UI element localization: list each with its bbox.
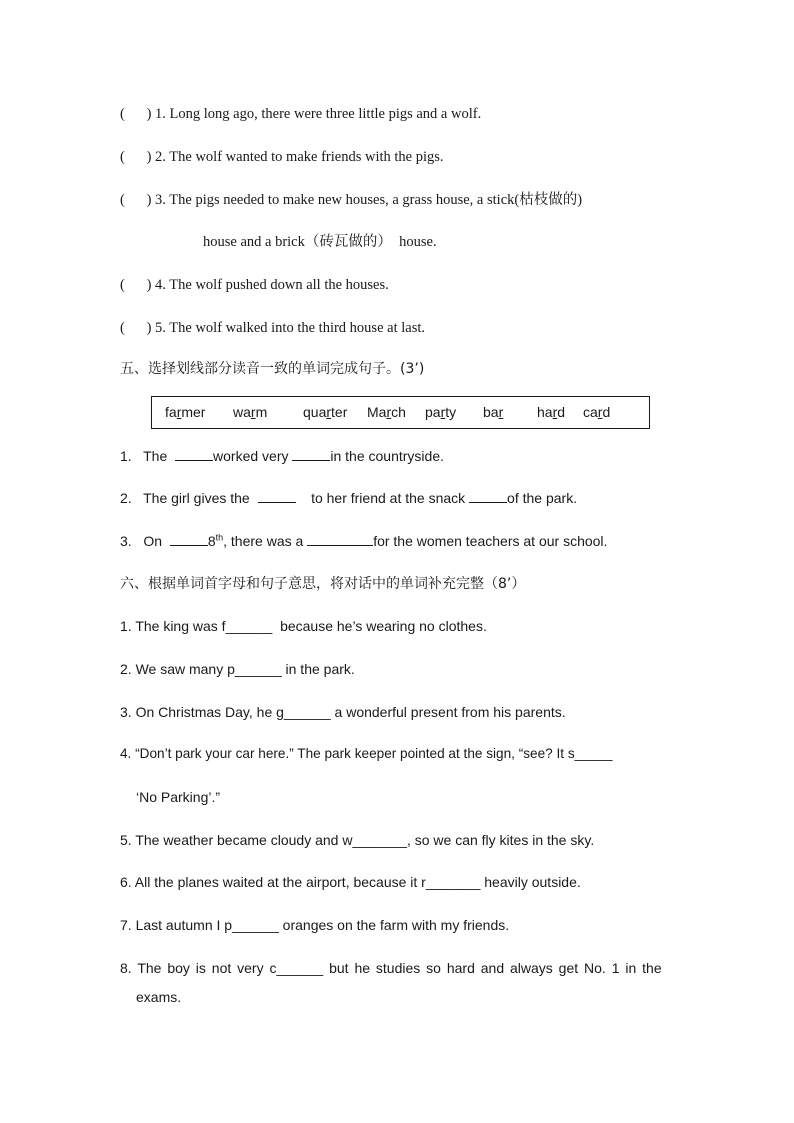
item-text: 3. The pigs needed to make new houses, a grass house, a stick(枯枝做的) xyxy=(155,192,583,208)
sentence-number: 2. xyxy=(120,490,132,506)
section6-item-1: 1. The king was f______ because he’s wearing no clothes. xyxy=(120,618,487,634)
sentence-number: 1. xyxy=(120,448,132,464)
item-text: 1. Long long ago, there were three little pigs and a wolf. xyxy=(155,106,482,122)
answer-paren[interactable]: ( ) xyxy=(120,192,152,208)
blank[interactable]: ______ xyxy=(232,917,279,933)
tf-item-5 xyxy=(120,319,425,337)
section6-item-7: 7. Last autumn I p______ oranges on the farm with my friends. xyxy=(120,917,510,933)
word-bank-box xyxy=(151,396,650,429)
section5-heading: 五、选择划线部分读音一致的单词完成句子。(3’) xyxy=(120,361,425,377)
answer-paren[interactable]: ( ) xyxy=(120,277,152,293)
blank-1a[interactable] xyxy=(175,448,213,461)
blank-2b[interactable] xyxy=(469,490,507,503)
section6-heading: 六、根据单词首字母和句子意思，将对话中的单词补充完整（8’） xyxy=(120,576,526,592)
blank[interactable]: ______ xyxy=(283,704,331,720)
tf-item-4 xyxy=(120,276,389,294)
section6-item-4-continuation: ‘No Parking’.” xyxy=(136,789,221,805)
section5-sentence-2: 2. The girl gives the to her friend at the snack of the park. xyxy=(120,490,578,506)
section6-item-8-continuation: exams. xyxy=(136,989,182,1005)
word-party: party xyxy=(425,404,457,420)
blank-3a[interactable] xyxy=(170,533,208,546)
blank[interactable]: ______ xyxy=(225,618,273,634)
blank[interactable]: _______ xyxy=(425,874,481,890)
answer-paren[interactable]: ( ) xyxy=(120,106,152,122)
tf-item-2 xyxy=(120,148,444,166)
tf-item-3 xyxy=(120,191,582,209)
section6-item-8: 8. The boy is not very c______ but he studies so hard and always get No. 1 in the xyxy=(120,960,662,976)
blank[interactable]: ______ xyxy=(276,960,324,976)
blank-3b[interactable] xyxy=(307,533,373,546)
tf-item-1 xyxy=(120,105,481,123)
section5-sentence-3: 3. On 8th, there was a for the women teachers at our school. xyxy=(120,532,608,549)
item-text: 2. The wolf wanted to make friends with the pigs. xyxy=(155,149,444,165)
item-text: 5. The wolf walked into the third house at last. xyxy=(155,320,425,336)
section6-item-4: 4. “Don’t park your car here.” The park keeper pointed at the sign, “see? It s_____ xyxy=(120,746,613,761)
answer-paren[interactable]: ( ) xyxy=(120,149,152,165)
word-quarter: quarter xyxy=(303,404,348,420)
tf-item-3-continuation: house and a brick（砖瓦做的） house. xyxy=(203,234,437,250)
blank-2a[interactable] xyxy=(258,490,296,503)
word-farmer: farmer xyxy=(165,404,206,420)
word-bar: bar xyxy=(483,404,504,420)
blank[interactable]: _______ xyxy=(352,832,407,848)
word-march: March xyxy=(367,404,406,420)
blank[interactable]: _____ xyxy=(574,746,613,761)
section5-sentence-1: 1. The worked very in the countryside. xyxy=(120,448,444,464)
item-text: 4. The wolf pushed down all the houses. xyxy=(155,277,389,293)
word-card: card xyxy=(583,404,611,420)
word-warm: warm xyxy=(233,404,268,420)
blank-1b[interactable] xyxy=(292,448,330,461)
word-hard: hard xyxy=(537,404,566,420)
section6-item-6: 6. All the planes waited at the airport, because it r_______ heavily outside. xyxy=(120,874,581,890)
section6-item-2: 2. We saw many p______ in the park. xyxy=(120,661,355,677)
section6-item-5: 5. The weather became cloudy and w_______, so we can fly kites in the sky. xyxy=(120,832,595,848)
answer-paren[interactable]: ( ) xyxy=(120,320,152,336)
section6-item-3: 3. On Christmas Day, he g______ a wonderful present from his parents. xyxy=(120,704,566,720)
sentence-number: 3. xyxy=(120,533,132,549)
blank[interactable]: ______ xyxy=(234,661,282,677)
